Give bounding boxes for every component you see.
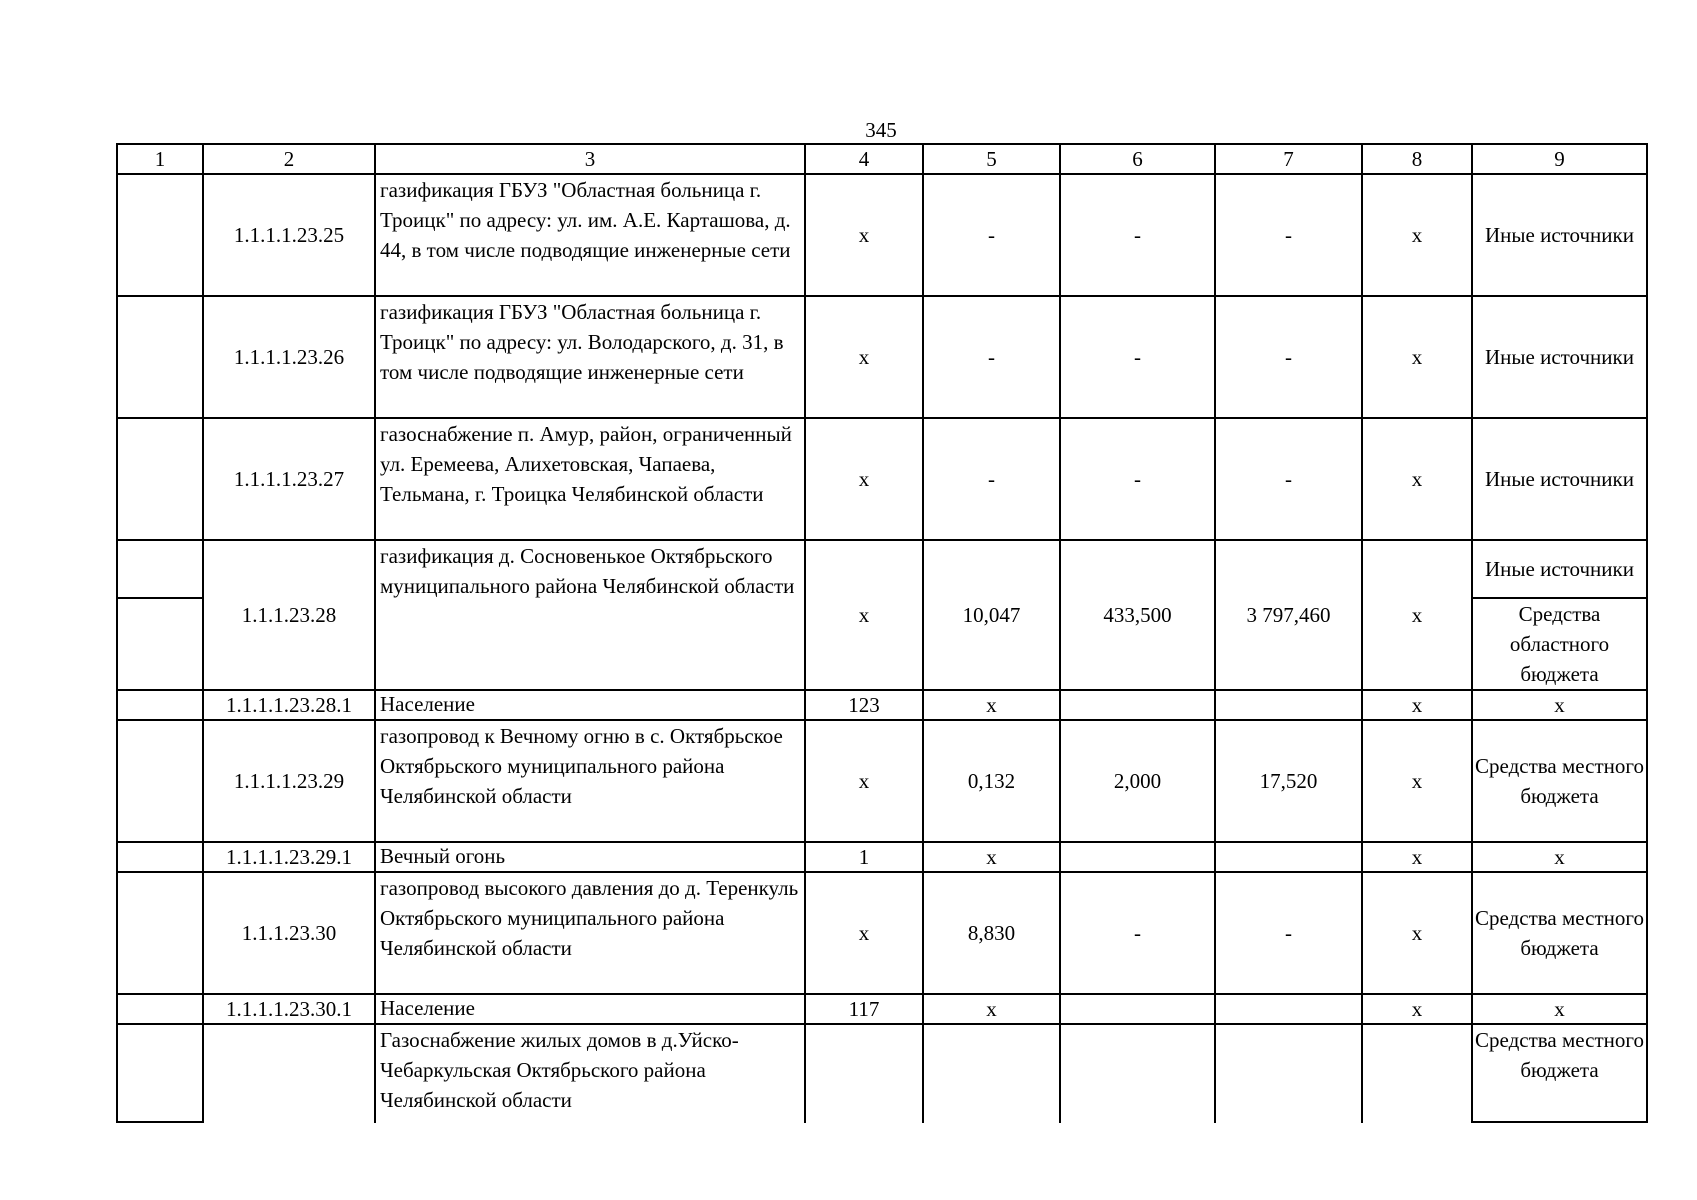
cell-6: 433,500	[1060, 540, 1215, 690]
row-number-cell	[117, 174, 203, 296]
cell-5: -	[923, 296, 1060, 418]
table-row	[117, 720, 1647, 842]
table-bottom-border-right	[1472, 1121, 1646, 1123]
cell-4: х	[805, 872, 923, 994]
cell-6	[1060, 690, 1215, 720]
code-cell: 1.1.1.1.23.25	[203, 174, 375, 296]
cell-5: 10,047	[923, 540, 1060, 690]
cell-6: 2,000	[1060, 720, 1215, 842]
row-number-cell	[117, 540, 203, 598]
header-cell: 9	[1472, 144, 1647, 174]
cell-7	[1215, 994, 1362, 1024]
header-cell: 3	[375, 144, 805, 174]
description-cell: газификация ГБУЗ "Областная больница г. Троицк" по адресу: ул. Володарского, д. 31, в том числе подводящие инженерные сети	[375, 296, 805, 418]
row-number-cell	[117, 690, 203, 720]
description-cell: газопровод к Вечному огню в с. Октябрьское Октябрьского муниципального района Челябинской области	[375, 720, 805, 842]
row-number-cell	[117, 720, 203, 842]
funding-source-cell: Средства местного бюджета	[1472, 720, 1647, 842]
table-bottom-border-left	[116, 1121, 202, 1123]
cell-5: 0,132	[923, 720, 1060, 842]
page-number: 345	[865, 118, 897, 142]
table-row	[117, 690, 1647, 720]
description-cell: газификация ГБУЗ "Областная больница г. Троицк" по адресу: ул. им. А.Е. Карташова, д. 44, в том числе подводящие инженерные сети	[375, 174, 805, 296]
table-row	[117, 418, 1647, 540]
header-cell: 4	[805, 144, 923, 174]
cell-5: -	[923, 418, 1060, 540]
code-cell: 1.1.1.1.23.26	[203, 296, 375, 418]
funding-source-cell: Средства местного бюджета	[1472, 872, 1647, 994]
row-number-cell	[117, 418, 203, 540]
cell-8: х	[1362, 994, 1472, 1024]
funding-source-cell: х	[1472, 842, 1647, 872]
cell-4: 1	[805, 842, 923, 872]
cell-6: -	[1060, 418, 1215, 540]
cell-7: -	[1215, 872, 1362, 994]
cell-4: х	[805, 296, 923, 418]
row-number-cell	[117, 872, 203, 994]
cell-7	[1215, 842, 1362, 872]
cell-4: х	[805, 540, 923, 690]
header-cell: 6	[1060, 144, 1215, 174]
header-cell: 2	[203, 144, 375, 174]
code-cell: 1.1.1.1.23.27	[203, 418, 375, 540]
funding-source-cell: х	[1472, 690, 1647, 720]
cell-5: х	[923, 842, 1060, 872]
cell-8: х	[1362, 842, 1472, 872]
code-cell: 1.1.1.1.23.28.1	[203, 690, 375, 720]
header-cell: 1	[117, 144, 203, 174]
funding-source-cell: Средства областного бюджета	[1472, 598, 1647, 690]
cell-8: х	[1362, 296, 1472, 418]
cell-4: 123	[805, 690, 923, 720]
table-row	[117, 174, 1647, 296]
cell-5: 8,830	[923, 872, 1060, 994]
cell-7: -	[1215, 418, 1362, 540]
cell-7: 3 797,460	[1215, 540, 1362, 690]
header-cell: 7	[1215, 144, 1362, 174]
funding-source-cell: Иные источники	[1472, 540, 1647, 598]
cell-8: х	[1362, 720, 1472, 842]
table-row	[117, 994, 1647, 1024]
funding-source-cell: Иные источники	[1472, 418, 1647, 540]
header-cell: 5	[923, 144, 1060, 174]
cell-8: х	[1362, 174, 1472, 296]
description-cell: Население	[375, 994, 805, 1024]
cell-4: 117	[805, 994, 923, 1024]
cell-8: х	[1362, 418, 1472, 540]
cell-8: х	[1362, 872, 1472, 994]
code-cell: 1.1.1.23.28	[203, 540, 375, 690]
funding-source-cell: Иные источники	[1472, 296, 1647, 418]
cell-7: -	[1215, 296, 1362, 418]
description-cell: Население	[375, 690, 805, 720]
row-number-cell	[117, 296, 203, 418]
code-cell: 1.1.1.23.30	[203, 872, 375, 994]
table-row	[117, 540, 1647, 598]
description-cell: газификация д. Сосновенькое Октябрьского муниципального района Челябинской области	[375, 540, 805, 690]
cell-6: -	[1060, 174, 1215, 296]
cell-7	[1215, 690, 1362, 720]
cell-6	[1060, 842, 1215, 872]
header-row	[117, 144, 1647, 174]
row-number-cell	[117, 994, 203, 1024]
row-number-cell	[117, 598, 203, 690]
code-cell: 1.1.1.1.23.30.1	[203, 994, 375, 1024]
code-cell: 1.1.1.1.23.29	[203, 720, 375, 842]
funding-source-cell: х	[1472, 994, 1647, 1024]
cell-7: -	[1215, 174, 1362, 296]
cell-6: -	[1060, 296, 1215, 418]
row-number-cell	[117, 842, 203, 872]
table-row	[117, 842, 1647, 872]
code-cell: 1.1.1.1.23.29.1	[203, 842, 375, 872]
table-row	[117, 296, 1647, 418]
table-row	[117, 872, 1647, 994]
cell-4: х	[805, 418, 923, 540]
cell-6: -	[1060, 872, 1215, 994]
header-cell: 8	[1362, 144, 1472, 174]
description-cell: газопровод высокого давления до д. Теренкуль Октябрьского муниципального района Челябинской области	[375, 872, 805, 994]
funding-source-cell: Средства местного бюджета	[1472, 1024, 1647, 1166]
page-bottom-clip	[110, 1123, 1655, 1183]
cell-5: -	[923, 174, 1060, 296]
cell-4: х	[805, 720, 923, 842]
cell-7: 17,520	[1215, 720, 1362, 842]
cell-4: х	[805, 174, 923, 296]
description-cell: Вечный огонь	[375, 842, 805, 872]
document-table	[116, 143, 1648, 1167]
cell-5: х	[923, 690, 1060, 720]
description-cell: Газоснабжение жилых домов в д.Уйско-Чебаркульская Октябрьского района Челябинской области	[375, 1024, 805, 1166]
cell-6	[1060, 994, 1215, 1024]
cell-8: х	[1362, 690, 1472, 720]
funding-source-cell: Иные источники	[1472, 174, 1647, 296]
cell-5: х	[923, 994, 1060, 1024]
description-cell: газоснабжение п. Амур, район, ограниченный ул. Еремеева, Алихетовская, Чапаева, Тельмана, г. Троицка Челябинской области	[375, 418, 805, 540]
document-table-wrapper	[116, 143, 1646, 1167]
cell-8: х	[1362, 540, 1472, 690]
